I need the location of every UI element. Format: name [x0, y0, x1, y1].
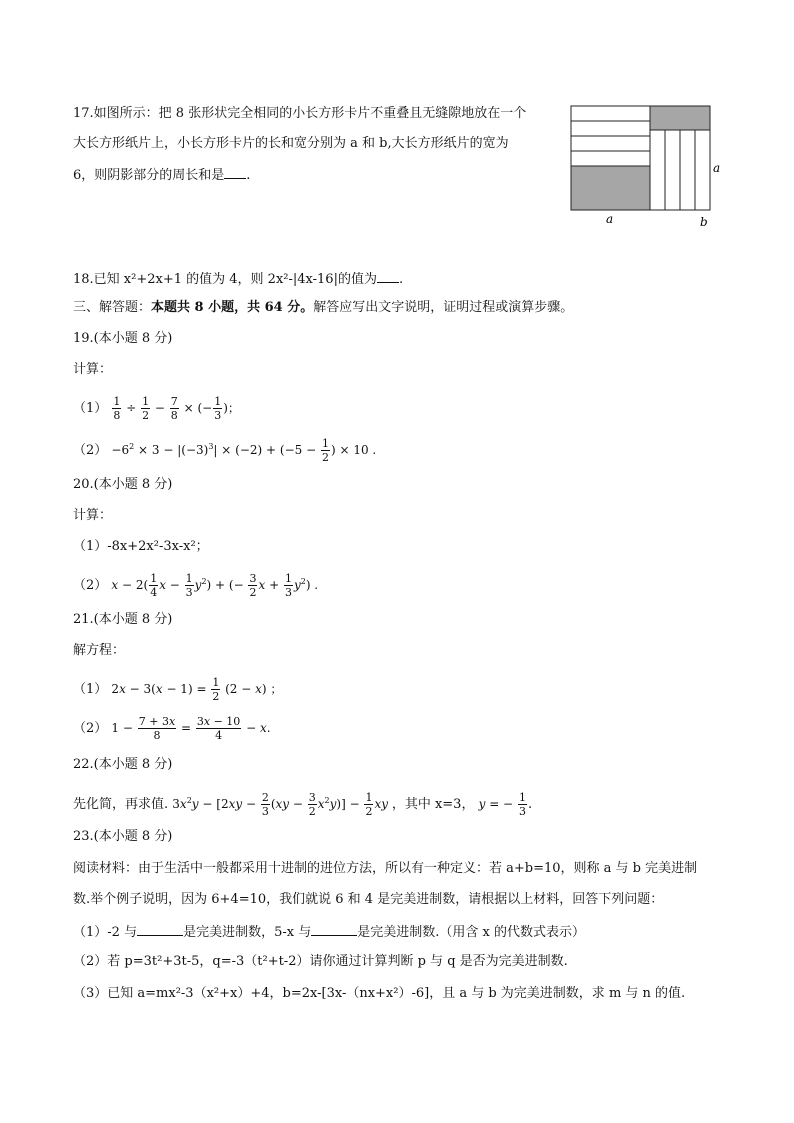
q21-part2-label: （2）: [73, 721, 108, 736]
right-card-2: [665, 130, 680, 210]
q23-sub1-part-b: 是完美进制数，5-x 与: [183, 925, 312, 940]
q21-instruction: 解方程：: [73, 643, 126, 658]
q23-reading-2: 数.举个例子说明，因为 6+4=10，我们就说 6 和 4 是完美进制数，请根据以上材料，回答下列问题：: [73, 892, 664, 907]
q21-heading: 21.(本小题 8 分): [73, 612, 173, 627]
shaded-region-left: [571, 166, 650, 210]
q20-part2: [73, 573, 318, 598]
q23-blank-2: [311, 923, 357, 936]
q20-part2-expr: x − 2( $\frac{1}{4}$ x − $\frac{1}{3}$ $y^2$) + (− $\frac{3}{2}$ x + $\frac{1}{3}$ $y^2$) .: [111, 572, 319, 599]
q21-part2: [73, 716, 271, 741]
label-a-right: a: [713, 161, 721, 175]
q21-part2-expr: 1 − $\frac{7 + 3x}{8}$ = $\frac{3x - 10}{4}$ − x.: [111, 715, 271, 742]
right-card-3: [680, 130, 695, 210]
q18-text: 18.已知 x²+2x+1 的值为 4，则 2x²-|4x-16|的值为: [73, 272, 377, 287]
q20-heading: 20.(本小题 8 分): [73, 477, 173, 492]
q23-blank-1: [137, 923, 183, 936]
q23-reading-1: 阅读材料：由于生活中一般都采用十进制的进位方法，所以有一种定义：若 a+b=10，则称 a 与 b 完美进制: [73, 861, 698, 876]
rectangle-cards-figure: [565, 100, 725, 230]
label-a-bottom: a: [606, 212, 614, 226]
left-card-4: [571, 151, 650, 166]
q18-line: [73, 270, 403, 288]
section3-suffix: 解答应写出文字说明，证明过程或演算步骤。: [313, 300, 574, 315]
q21-part1-label: （1）: [73, 682, 108, 697]
q20-instruction: 计算：: [73, 508, 113, 523]
q22-y-value: y = − $\frac{1}{3}$: [478, 791, 526, 818]
q21-part1-expr: 2x − 3(x − 1) = $\frac{1}{2}$ (2 − x) ；: [111, 676, 283, 703]
q19-heading: 19.(本小题 8 分): [73, 331, 173, 346]
q23-sub3: （3）已知 a=mx²-3（x²+x）+4，b=2x-[3x-（nx+x²）-6]，且 a 与 b 为完美进制数，求 m 与 n 的值.: [73, 986, 686, 1001]
q17-line1: 17.如图所示：把 8 张形状完全相同的小长方形卡片不重叠且无缝隙地放在一个: [73, 106, 527, 121]
q20-part2-label: （2）: [73, 578, 108, 593]
section3-prefix: 三、解答题：: [73, 300, 152, 315]
q19-part2: [73, 438, 376, 463]
left-card-1: [571, 106, 650, 121]
q17-answer-blank: [224, 166, 246, 179]
section3-header: [73, 300, 573, 316]
left-card-3: [571, 136, 650, 151]
q23-sub1-part-a: （1）-2 与: [73, 925, 138, 940]
q21-part1: [73, 677, 282, 702]
q17-line3: [73, 166, 250, 184]
q22-heading: 22.(本小题 8 分): [73, 757, 173, 772]
q18-answer-blank: [377, 270, 399, 283]
right-card-1: [650, 130, 665, 210]
q22-expr: $3x^2y - [2xy$ − $\frac{2}{3}$ (xy − $\frac{3}{2}$ $x^2y$)] − $\frac{1}{2}$ xy: [172, 791, 388, 818]
q22-prefix: 先化简，再求值.: [73, 797, 169, 812]
q23-heading: 23.(本小题 8 分): [73, 829, 173, 844]
q19-part1: [73, 396, 240, 421]
q19-part2-expr: $-6^2 \times 3 - |(-3)^3| \times (-2) + (-5$ − $\frac{1}{2}$ ) × 10 .: [111, 437, 377, 464]
left-card-2: [571, 121, 650, 136]
label-b-bottom: b: [700, 215, 708, 229]
q19-instruction: 计算：: [73, 362, 113, 377]
q22-body: [73, 792, 532, 817]
q17-line3-text: 6，则阴影部分的周长和是: [73, 168, 225, 183]
q18-end: .: [398, 272, 404, 287]
shaded-region-right: [650, 106, 710, 130]
right-card-4: [695, 130, 710, 210]
q20-part1: （1）-8x+2x²-3x-x²；: [73, 539, 209, 554]
q17-line3-end: .: [246, 168, 251, 183]
q19-part1-label: （1）: [73, 401, 108, 416]
q17-line2: 大长方形纸片上，小长方形卡片的长和宽分别为 a 和 b,大长方形纸片的宽为: [73, 136, 509, 151]
section3-bold: 本题共 8 小题，共 64 分。: [151, 300, 314, 315]
q22-end: .: [527, 797, 533, 812]
q19-part2-label: （2）: [73, 443, 108, 458]
q23-sub1: [73, 923, 585, 941]
q23-sub1-part-c: 是完美进制数.（用含 x 的代数式表示）: [357, 925, 585, 940]
q23-sub2: （2）若 p=3t²+3t-5，q=-3（t²+t-2）请你通过计算判断 p 与 q 是否为完美进制数.: [73, 954, 568, 969]
q22-middle: ，其中 x=3，: [391, 797, 475, 812]
q19-part1-expr: $\frac{1}{8}$ ÷ $\frac{1}{2}$ − $\frac{7}{8}$ × (− $\frac{1}{3}$ )；: [113, 395, 240, 422]
